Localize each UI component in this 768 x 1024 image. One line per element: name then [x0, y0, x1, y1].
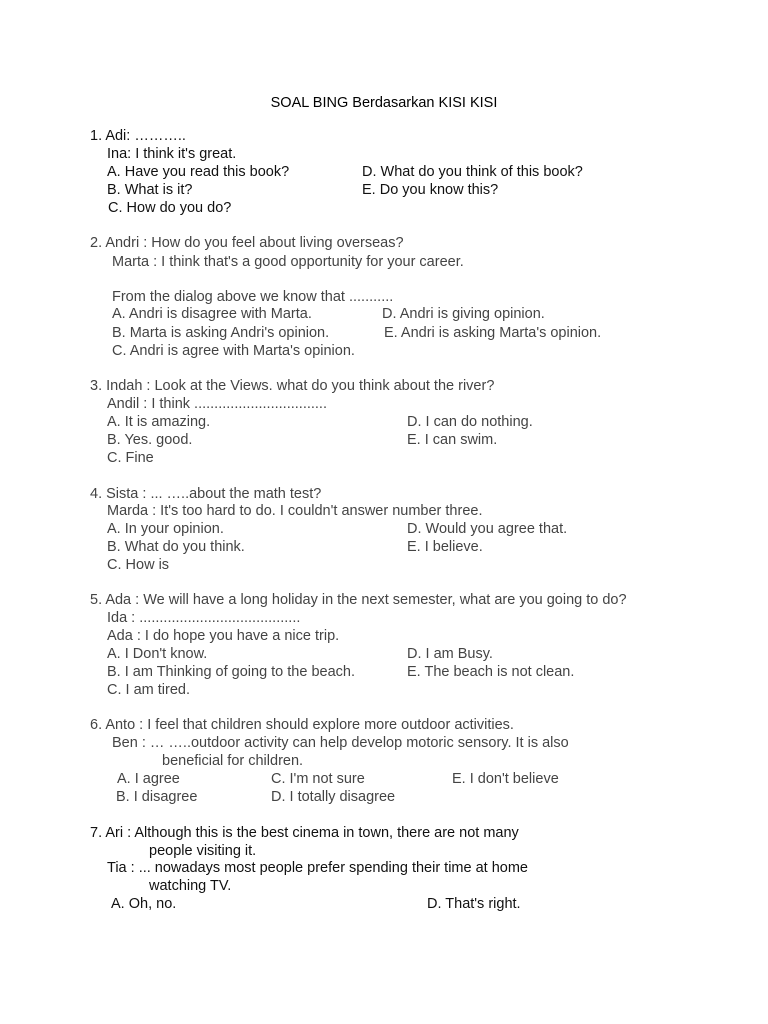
- q4-option-e: E. I believe.: [407, 539, 483, 555]
- q4-option-d: D. Would you agree that.: [407, 521, 568, 537]
- q7-dialog-line: 7. Ari : Although this is the best cinema in town, there are not many: [90, 825, 519, 841]
- q5-option-e: E. The beach is not clean.: [407, 664, 575, 680]
- q2-question-stem: From the dialog above we know that ...........: [112, 289, 394, 305]
- q4-dialog-line: 4. Sista : ... …..about the math test?: [90, 486, 322, 502]
- q5-option-a: A. I Don't know.: [107, 646, 208, 662]
- q5-option-d: D. I am Busy.: [407, 646, 493, 662]
- q3-option-a: A. It is amazing.: [107, 414, 211, 430]
- page-title: SOAL BING Berdasarkan KISI KISI: [270, 95, 498, 111]
- q3-dialog-line: 3. Indah : Look at the Views. what do you think about the river?: [90, 378, 495, 394]
- q6-dialog-line: 6. Anto : I feel that children should explore more outdoor activities.: [90, 717, 514, 733]
- q6-option-e: E. I don't believe: [452, 771, 559, 787]
- q1-option-e: E. Do you know this?: [362, 182, 499, 198]
- q1-option-b: B. What is it?: [107, 182, 193, 198]
- q2-dialog-line: Marta : I think that's a good opportunity for your career.: [112, 254, 464, 270]
- q1-option-d: D. What do you think of this book?: [362, 164, 583, 180]
- q1-option-a: A. Have you read this book?: [107, 164, 290, 180]
- q3-option-b: B. Yes. good.: [107, 432, 193, 448]
- q6-option-b: B. I disagree: [116, 789, 198, 805]
- q5-dialog-line: 5. Ada : We will have a long holiday in the next semester, what are you going to do?: [90, 592, 627, 608]
- q2-option-b: B. Marta is asking Andri's opinion.: [112, 325, 330, 341]
- q7-dialog-line: Tia : ... nowadays most people prefer spending their time at home: [107, 860, 528, 876]
- q2-option-e: E. Andri is asking Marta's opinion.: [384, 325, 602, 341]
- q1-dialog-line: 1. Adi: ………..: [90, 128, 186, 144]
- q7-option-d: D. That's right.: [427, 896, 521, 912]
- q5-option-c: C. I am tired.: [107, 682, 190, 698]
- q7-dialog-line: people visiting it.: [149, 843, 257, 859]
- q7-option-a: A. Oh, no.: [111, 896, 177, 912]
- q3-dialog-line: Andil : I think .................................: [107, 396, 327, 412]
- q6-dialog-line: beneficial for children.: [162, 753, 304, 769]
- q6-option-a: A. I agree: [117, 771, 180, 787]
- q4-dialog-line: Marda : It's too hard to do. I couldn't answer number three.: [107, 503, 483, 519]
- q2-option-a: A. Andri is disagree with Marta.: [112, 306, 312, 322]
- q6-option-d: D. I totally disagree: [271, 789, 396, 805]
- q3-option-c: C. Fine: [107, 450, 154, 466]
- q1-option-c: C. How do you do?: [108, 200, 232, 216]
- q3-option-d: D. I can do nothing.: [407, 414, 533, 430]
- q5-dialog-line: Ada : I do hope you have a nice trip.: [107, 628, 340, 644]
- q5-dialog-line: Ida : ........................................: [107, 610, 301, 626]
- q6-dialog-line: Ben : … …..outdoor activity can help develop motoric sensory. It is also: [112, 735, 569, 751]
- q2-option-c: C. Andri is agree with Marta's opinion.: [112, 343, 355, 359]
- q1-dialog-line: Ina: I think it's great.: [107, 146, 237, 162]
- q3-option-e: E. I can swim.: [407, 432, 498, 448]
- q2-dialog-line: 2. Andri : How do you feel about living overseas?: [90, 235, 404, 251]
- q4-option-c: C. How is: [107, 557, 170, 573]
- q4-option-b: B. What do you think.: [107, 539, 245, 555]
- q6-option-c: C. I'm not sure: [271, 771, 365, 787]
- q5-option-b: B. I am Thinking of going to the beach.: [107, 664, 356, 680]
- q7-dialog-line: watching TV.: [149, 878, 232, 894]
- q2-option-d: D. Andri is giving opinion.: [382, 306, 545, 322]
- q4-option-a: A. In your opinion.: [107, 521, 224, 537]
